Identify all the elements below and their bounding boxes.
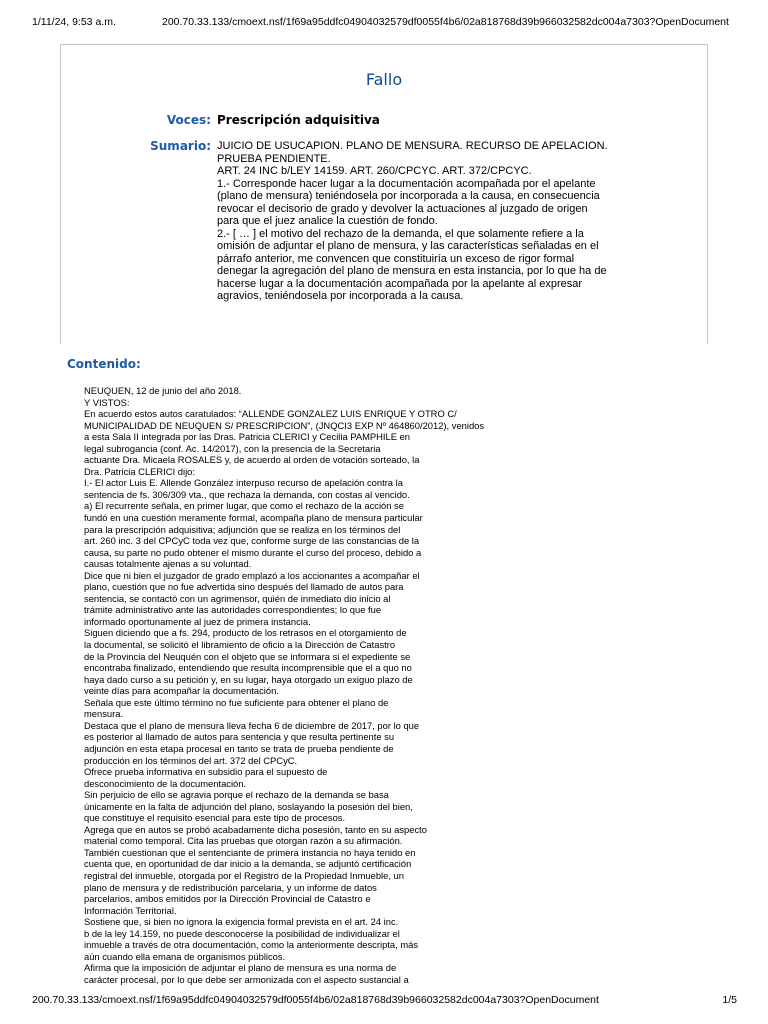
contenido-line: Señala que este último término no fue suficiente para obtener el plano de <box>84 696 389 708</box>
page-number: 1/5 <box>722 994 737 1006</box>
contenido-line: legal subrogancia (conf. Ac. 14/2017), con la presencia de la Secretaria <box>84 442 381 454</box>
contenido-line: b de la ley 14.159, no puede desconocerse la posibilidad de individualizar el <box>84 927 400 939</box>
contenido-line: informado oportunamente al juez de primera instancia. <box>84 615 311 627</box>
contenido-line: sentencia de fs. 306/309 vta., que rechaza la demanda, con costas al vencido. <box>84 488 410 500</box>
contenido-line: MUNICIPALIDAD DE NEUQUEN S/ PRESCRIPCION”, (JNQCI3 EXP Nº 464860/2012), venidos <box>84 419 485 431</box>
sumario-line: párrafo anterior, me convencen que constituiría un exceso de rigor formal <box>217 252 575 265</box>
contenido-line: es posterior al llamado de autos para sentencia y que resulta pertinente su <box>84 731 395 743</box>
contenido-line: desconocimiento de la documentación. <box>84 777 247 789</box>
contenido-line: causas totalmente ajenas a su voluntad. <box>84 558 252 570</box>
sumario-line: PRUEBA PENDIENTE. <box>217 152 331 165</box>
sumario-line: 2.- [ … ] el motivo del rechazo de la demanda, el que solamente refiere a la <box>217 227 584 240</box>
contenido-line: Siguen diciendo que a fs. 294, producto de los retrasos en el otorgamiento de <box>84 627 407 639</box>
contenido-line: inmueble a través de otra documentación, como la anteriormente descripta, más <box>84 939 419 951</box>
contenido-line: fundó en una cuestión meramente formal, acompaña plano de mensura particular <box>84 512 423 524</box>
contenido-line: carácter procesal, por lo que debe ser armonizada con el aspecto sustancial a <box>84 973 409 985</box>
contenido-line: material como temporal. Cita las pruebas que otorgan razón a su afirmación. <box>84 835 403 847</box>
contenido-line: Afirma que la imposición de adjuntar el plano de mensura es una norma de <box>84 962 397 974</box>
contenido-line: NEUQUEN, 12 de junio del año 2018. <box>84 385 242 396</box>
voces-label: Voces: <box>166 113 211 127</box>
contenido-line: Destaca que el plano de mensura lleva fecha 6 de diciembre de 2017, por lo que <box>84 719 420 731</box>
contenido-line: I.- El actor Luis E. Allende González interpuso recurso de apelación contra la <box>84 477 403 489</box>
contenido-line: Dice que ni bien el juzgador de grado emplazó a los accionantes a acompañar el <box>84 569 420 581</box>
sumario-line: (plano de mensura) teniéndosela por incorporada a la causa, en consecuencia <box>217 190 600 202</box>
contenido-line: sentencia, se contactó con un agrimensor, quién de inmediato dio inicio al <box>84 592 391 604</box>
sumario-line: omisión de adjuntar el plano de mensura, y las características señaladas en el <box>217 240 599 252</box>
contenido-line: Sostiene que, si bien no ignora la exigencia formal prevista en el art. 24 inc. <box>84 916 399 928</box>
sumario-line: JUICIO DE USUCAPION. PLANO DE MENSURA. RECURSO DE APELACION. <box>217 140 608 152</box>
contenido-line: registral del inmueble, otorgada por el Registro de la Propiedad Inmueble, un <box>84 869 404 881</box>
sumario-text <box>217 140 637 303</box>
contenido-line: Información Territorial. <box>84 904 177 916</box>
sumario-line: hacerse lugar a la documentación acompañada por la apelante al expresar <box>217 277 583 290</box>
contenido-line: encontraba finalizado, entendiendo que resulta incomprensible que el a quo no <box>84 662 412 674</box>
contenido-line: la documental, se solicitó el libramiento de oficio a la Dirección de Catastro <box>84 639 396 651</box>
sumario-label: Sumario: <box>150 139 211 153</box>
contenido-line: producción en los términos del art. 372 del CPCyC. <box>84 754 298 766</box>
contenido-line: mensura. <box>84 708 124 720</box>
contenido-line: de la Provincia del Neuquén con el objeto que se informara si el expediente se <box>84 650 411 662</box>
contenido-line: aún cuando ella emana de organismos públicos. <box>84 950 286 962</box>
contenido-line: plano de mensura y de redistribución parcelaria, y un informe de datos <box>84 881 377 893</box>
sumario-line: 1.- Corresponde hacer lugar a la documentación acompañada por el apelante <box>217 177 596 190</box>
print-header <box>0 16 768 32</box>
contenido-line: Ofrece prueba informativa en subsidio para el supuesto de <box>84 766 328 778</box>
contenido-line: art. 260 inc. 3 del CPCyC toda vez que, conforme surge de las constancias de la <box>84 535 420 547</box>
contenido-line: veinte días para acompañar la documentación. <box>84 685 279 697</box>
contenido-line: a) El recurrente señala, en primer lugar, que como el rechazo de la acción se <box>84 500 404 512</box>
sumario-line: ART. 24 INC b/LEY 14159. ART. 260/CPCYC. ART. 372/CPCYC. <box>217 165 532 177</box>
contenido-line: Y VISTOS: <box>84 396 130 408</box>
contenido-line: únicamente en la falta de adjunción del plano, soslayando la posesión del bien, <box>84 800 413 812</box>
contenido-line: causa, su parte no pudo obtener el mismo durante el curso del proceso, debido a <box>84 546 422 558</box>
print-datetime: 1/11/24, 9:53 a.m. <box>32 16 116 28</box>
page-title: Fallo <box>365 70 403 89</box>
contenido-line: haya dado curso a su petición y, en su lugar, haya otorgado un exiguo plazo de <box>84 673 413 685</box>
print-footer <box>0 994 768 1010</box>
contenido-line: adjunción en esta etapa procesal en tanto se trata de prueba pendiente de <box>84 742 394 754</box>
contenido-label: Contenido: <box>67 357 141 371</box>
contenido-line: Sin perjuicio de ello se agravia porque el rechazo de la demanda se basa <box>84 789 389 801</box>
sumario-line: agravios, teniéndosela por incorporada a la causa. <box>217 290 464 302</box>
contenido-line: actuante Dra. Micaela ROSALES y, de acuerdo al orden de votación sorteado, la <box>84 454 420 466</box>
contenido-line: En acuerdo estos autos caratulados: “ALLENDE GONZALEZ LUIS ENRIQUE Y OTRO C/ <box>84 408 457 420</box>
contenido-line: plano, cuestión que no fue advertida sino después del llamado de autos para <box>84 581 404 593</box>
contenido-line: Agrega que en autos se probó acabadamente dicha posesión, tanto en su aspecto <box>84 823 427 835</box>
footer-url: 200.70.33.133/cmoext.nsf/1f69a95ddfc04904032579df0055f4b6/02a818768d39b966032582dc004a7303?OpenDocument <box>32 994 599 1006</box>
contenido-line: que constituye el requisito esencial para este tipo de procesos. <box>84 812 346 824</box>
sumario-line: revocar el decisorio de grado y devolver la actuaciones al juzgado de origen <box>217 202 588 215</box>
contenido-line: a esta Sala II integrada por las Dras. Patricia CLERICI y Cecilia PAMPHILE en <box>84 431 411 443</box>
sumario-line: denegar la agregación del plano de mensura en esta instancia, por lo que ha de <box>217 265 607 277</box>
print-url: 200.70.33.133/cmoext.nsf/1f69a95ddfc04904032579df0055f4b6/02a818768d39b966032582dc004a7303?OpenDocument <box>162 16 729 28</box>
contenido-line: parcelarios, ambos emitidos por la Dirección Provincial de Catastro e <box>84 893 371 905</box>
contenido-line: para la prescripción adquisitiva; adjunción que se realiza en los términos del <box>84 523 401 535</box>
contenido-line: trámite administrativo ante las autoridades correspondientes; lo que fue <box>84 604 382 616</box>
sumario-line: para que el juez analice la cuestión de fondo. <box>217 215 438 227</box>
contenido-line: cuenta que, en oportunidad de dar inicio a la demanda, se adjuntó certificación <box>84 858 412 870</box>
contenido-text <box>84 385 524 985</box>
voces-value: Prescripción adquisitiva <box>217 113 380 127</box>
contenido-line: Dra. Patricia CLERICI dijo: <box>84 465 195 477</box>
contenido-line: También cuestionan que el sentenciante de primera instancia no haya tenido en <box>84 846 416 858</box>
